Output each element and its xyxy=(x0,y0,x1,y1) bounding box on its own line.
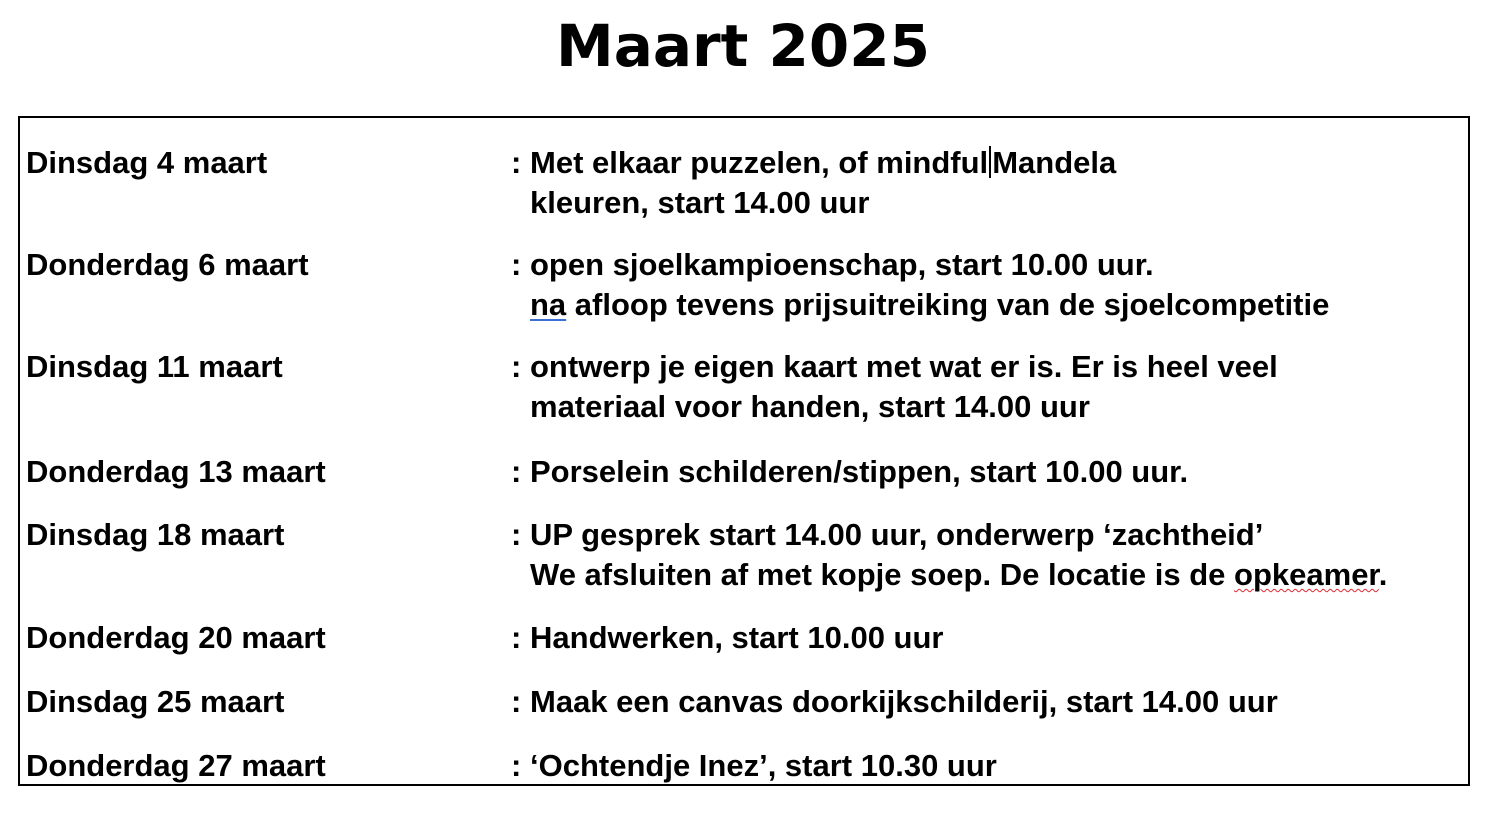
description-line-1: Porselein schilderen/stippen, start 10.00 uur. xyxy=(530,454,1189,489)
row-description[interactable] xyxy=(530,746,997,786)
description-line-1: open sjoelkampioenschap, start 10.00 uur. xyxy=(530,247,1154,282)
description-text: afloop tevens prijsuitreiking van de sjoelcompetitie xyxy=(566,287,1330,322)
spelling-error[interactable]: opkeamer xyxy=(1234,557,1379,592)
row-day: Dinsdag 11 maart xyxy=(26,349,283,384)
row-separator: : xyxy=(511,454,522,489)
row-separator: : xyxy=(511,247,522,282)
schedule-table xyxy=(18,116,1470,786)
row-description[interactable] xyxy=(530,682,1278,722)
description-line-2 xyxy=(530,555,1387,595)
row-separator: : xyxy=(511,684,522,719)
description-text: Mandela xyxy=(992,145,1117,180)
description-text: . xyxy=(1378,557,1388,592)
row-day: Dinsdag 18 maart xyxy=(26,517,285,552)
description-line-2: kleuren, start 14.00 uur xyxy=(530,185,870,220)
description-text: We afsluiten af met kopje soep. De locatie is de xyxy=(530,557,1235,592)
description-text: Met elkaar puzzelen, of mindful xyxy=(530,145,989,180)
row-day: Donderdag 27 maart xyxy=(26,748,326,783)
page-title: Maart 2025 xyxy=(556,12,930,80)
description-line-1 xyxy=(530,143,1116,183)
row-description[interactable] xyxy=(530,143,1116,223)
row-description[interactable] xyxy=(530,347,1278,427)
row-day: Dinsdag 25 maart xyxy=(26,684,285,719)
description-line-1: ‘Ochtendje Inez’, start 10.30 uur xyxy=(530,748,997,783)
row-separator: : xyxy=(511,349,522,384)
row-day: Donderdag 20 maart xyxy=(26,620,326,655)
description-line-1: Handwerken, start 10.00 uur xyxy=(530,620,944,655)
row-description[interactable] xyxy=(530,452,1188,492)
row-separator: : xyxy=(511,620,522,655)
row-separator: : xyxy=(511,748,522,783)
row-day: Donderdag 6 maart xyxy=(26,247,309,282)
grammar-suggestion[interactable]: na xyxy=(530,287,567,322)
description-line-1: ontwerp je eigen kaart met wat er is. Er is heel veel xyxy=(530,349,1278,384)
row-description[interactable] xyxy=(530,245,1329,325)
description-line-1: UP gesprek start 14.00 uur, onderwerp ‘zachtheid’ xyxy=(530,517,1264,552)
text-cursor xyxy=(989,146,991,178)
description-line-1: Maak een canvas doorkijkschilderij, start 14.00 uur xyxy=(530,684,1278,719)
row-description[interactable] xyxy=(530,618,944,658)
row-day: Donderdag 13 maart xyxy=(26,454,326,489)
row-separator: : xyxy=(511,517,522,552)
row-separator: : xyxy=(511,145,522,180)
row-day: Dinsdag 4 maart xyxy=(26,145,268,180)
row-description[interactable] xyxy=(530,515,1387,595)
description-line-2 xyxy=(530,285,1329,325)
description-line-2: materiaal voor handen, start 14.00 uur xyxy=(530,389,1090,424)
